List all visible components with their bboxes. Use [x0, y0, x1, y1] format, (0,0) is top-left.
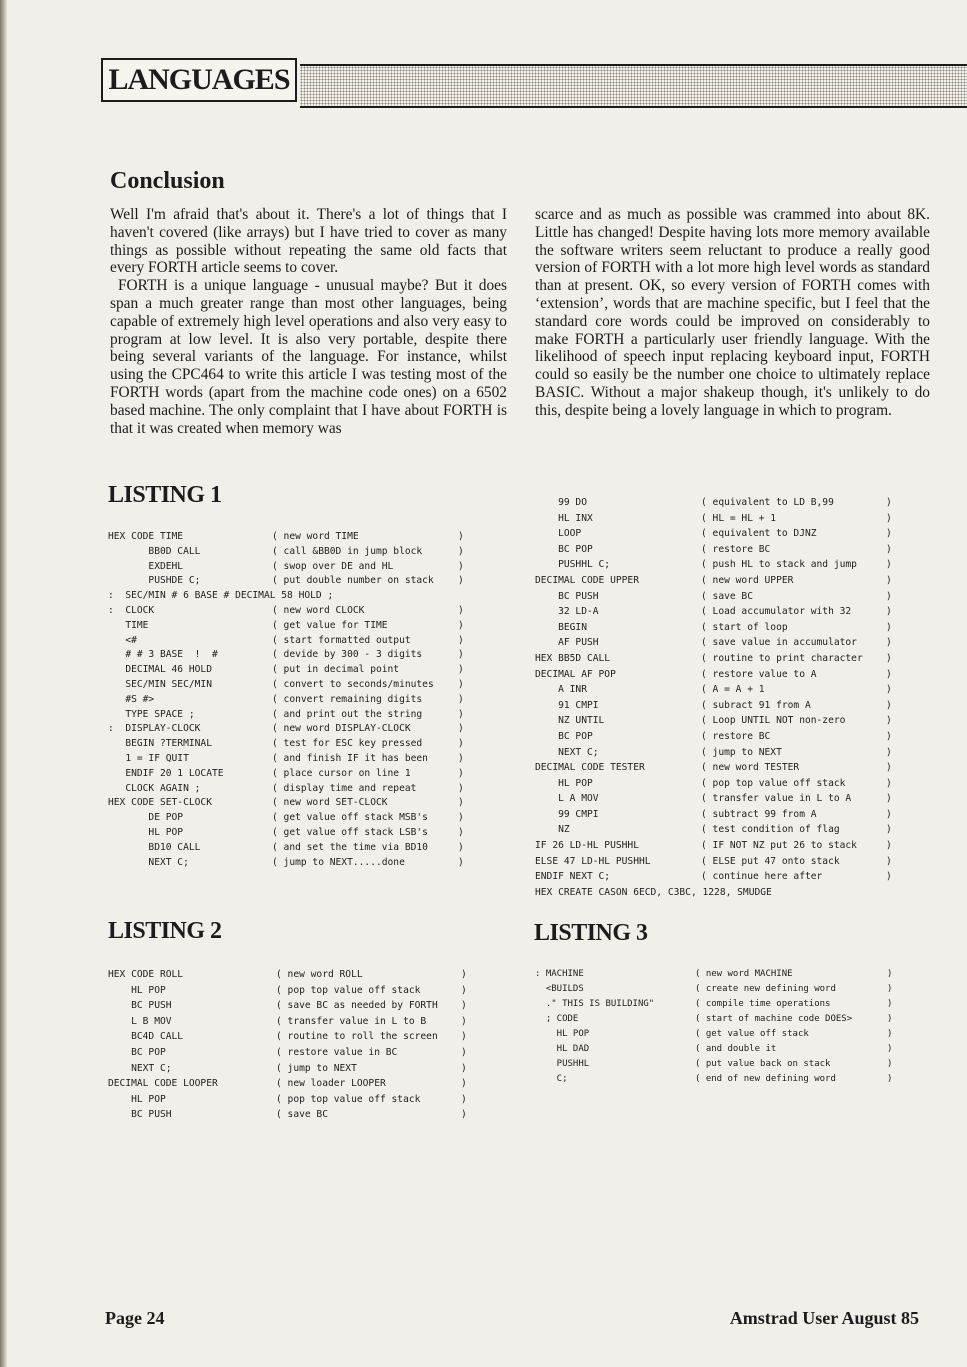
comment-close: ): [886, 512, 892, 524]
code-text: IF 26 LD-HL PUSHHL: [535, 840, 639, 852]
code-text: NZ: [535, 824, 570, 836]
code-comment: ( subtract 99 from A: [701, 808, 817, 820]
code-line: [108, 969, 478, 985]
code-line: [108, 797, 478, 812]
code-comment: ( new loader LOOPER: [276, 1078, 386, 1090]
code-text: SEC/MIN SEC/MIN: [108, 678, 212, 690]
comment-close: ): [886, 730, 892, 742]
code-line: [535, 1044, 905, 1059]
code-line: [535, 559, 935, 575]
comment-close: ): [458, 826, 464, 838]
page-spine-edge: [0, 0, 7, 1367]
code-line: [535, 984, 905, 999]
comment-close: ): [458, 708, 464, 720]
listing1-title: LISTING 1: [108, 482, 222, 508]
code-comment: ( new word TESTER: [701, 762, 800, 774]
code-comment: ( create new defining word: [695, 984, 836, 994]
code-comment: ( get value for TIME: [272, 619, 388, 631]
code-text: : DISPLAY-CLOCK: [108, 723, 201, 735]
code-line: [535, 762, 935, 778]
code-line: [535, 653, 935, 669]
comment-close: ): [886, 652, 892, 664]
code-text: PUSHDE C;: [108, 575, 201, 587]
comment-close: ): [458, 841, 464, 853]
page-number: Page 24: [105, 1308, 165, 1328]
code-comment: ( and finish IF it has been: [272, 752, 428, 764]
code-text: 91 CMPI: [535, 699, 599, 711]
code-line: [535, 606, 935, 622]
magazine-issue: Amstrad User August 85: [729, 1308, 919, 1328]
code-comment: ( new word TIME: [272, 531, 359, 542]
code-line: [108, 1109, 478, 1125]
comment-close: ): [886, 746, 892, 758]
code-comment: ( swop over DE and HL: [272, 560, 394, 572]
code-comment: ( and print out the string: [272, 708, 423, 720]
code-comment: ( continue here after: [701, 871, 823, 883]
code-comment: ( new word ROLL: [276, 969, 363, 980]
code-line: [108, 1063, 478, 1079]
code-line: [108, 635, 478, 650]
code-text: BC PUSH: [108, 1000, 172, 1012]
comment-close: ): [458, 560, 464, 572]
code-line: [535, 591, 935, 607]
code-line: [108, 590, 478, 605]
comment-close: ): [886, 762, 892, 774]
code-line: [108, 649, 478, 664]
code-comment: ( and double it: [695, 1044, 777, 1054]
code-text: BD10 CALL: [108, 841, 201, 853]
code-text: EXDEHL: [108, 560, 184, 572]
code-comment: ( pop top value off stack: [276, 984, 421, 996]
code-line: [535, 715, 935, 731]
comment-close: ): [886, 840, 892, 852]
code-text: BC PUSH: [108, 1109, 172, 1121]
comment-close: ): [461, 1015, 467, 1027]
comment-close: ): [458, 604, 464, 616]
paragraph: scarce and as much as possible was crammed into about 8K. Little has changed! Despite having lots more memory available the software writers seem reluctant to produce a really good version of FORTH with a lot more high level words as standard than at present. OK, so every version of FORTH comes with ‘extension’, words that are machine specific, but I feel that the standard core words could be improved on considerably to make FORTH a particularly user friendly language. With the likelihood of speech input replacing keyboard input, FORTH could so easily be the number one choice to ultimately replace BASIC. Without a major shakeup though, it's unlikely to do this, despite being a lovely language in which to program.: [535, 206, 930, 419]
code-comment: ( routine to roll the screen: [276, 1031, 438, 1043]
code-text: NZ UNTIL: [535, 715, 605, 727]
code-line: [535, 497, 935, 513]
code-comment: ( display time and repeat: [272, 782, 417, 794]
code-text: <#: [108, 634, 137, 646]
code-text: NEXT C;: [108, 1062, 172, 1074]
code-comment: ( get value off stack MSB's: [272, 812, 428, 824]
comment-close: ): [458, 738, 464, 750]
code-text: HEX CODE TIME: [108, 531, 184, 542]
code-line: [535, 871, 935, 887]
code-line: [108, 768, 478, 783]
code-comment: ( new word UPPER: [701, 574, 794, 586]
code-line: [535, 544, 935, 560]
code-line: [108, 664, 478, 679]
code-text: DECIMAL CODE UPPER: [535, 574, 639, 586]
header-halftone-bar: [300, 64, 967, 108]
code-comment: ( IF NOT NZ put 26 to stack: [701, 840, 857, 852]
code-line: [108, 723, 478, 738]
code-comment: ( ELSE put 47 onto stack: [701, 855, 840, 867]
conclusion-heading: Conclusion: [110, 168, 225, 194]
code-text: : SEC/MIN # 6 BASE # DECIMAL 58 HOLD ;: [108, 590, 334, 602]
comment-close: ): [887, 999, 893, 1009]
code-line: [535, 809, 935, 825]
comment-close: ): [886, 543, 892, 555]
code-line: [535, 969, 905, 984]
comment-close: ): [886, 621, 892, 633]
code-text: DECIMAL 46 HOLD: [108, 664, 212, 676]
code-line: [108, 1094, 478, 1110]
code-comment: ( push HL to stack and jump: [701, 559, 857, 571]
code-text: NEXT C;: [108, 856, 189, 868]
code-text: BC4D CALL: [108, 1031, 184, 1043]
article-column-left: [110, 206, 507, 437]
code-comment: ( pop top value off stack: [701, 777, 846, 789]
code-comment: ( equivalent to LD B,99: [701, 497, 834, 508]
code-comment: ( restore BC: [701, 730, 771, 742]
code-text: TIME: [108, 619, 149, 631]
code-line: [108, 531, 478, 546]
comment-close: ): [461, 1093, 467, 1105]
code-text: : CLOCK: [108, 604, 155, 616]
comment-close: ): [461, 1109, 467, 1121]
comment-close: ): [458, 619, 464, 631]
code-text: 1 = IF QUIT: [108, 752, 189, 764]
code-text: HEX BB5D CALL: [535, 652, 611, 664]
comment-close: ): [886, 777, 892, 789]
listing3-code: [535, 969, 905, 1089]
code-line: [535, 747, 935, 763]
comment-close: ): [887, 984, 893, 994]
comment-close: ): [886, 559, 892, 571]
code-line: [108, 620, 478, 635]
code-line: [535, 1014, 905, 1029]
code-line: [535, 856, 935, 872]
code-line: [108, 1078, 478, 1094]
code-text: BC PUSH: [535, 590, 599, 602]
code-text: HL DAD: [535, 1044, 590, 1054]
code-text: PUSHHL: [535, 1059, 590, 1069]
listing3-title: LISTING 3: [534, 920, 648, 946]
code-comment: ( save value in accumulator: [701, 637, 857, 649]
comment-close: ): [461, 1031, 467, 1043]
section-header: [101, 58, 297, 102]
comment-close: ): [886, 793, 892, 805]
comment-close: ): [461, 1046, 467, 1058]
code-text: ." THIS IS BUILDING": [535, 999, 655, 1009]
comment-close: ): [458, 856, 464, 868]
code-text: BC POP: [535, 543, 593, 555]
code-comment: ( convert to seconds/minutes: [272, 678, 434, 690]
code-comment: ( convert remaining digits: [272, 693, 423, 705]
article-column-right: [535, 206, 930, 420]
comment-close: ): [458, 664, 464, 676]
comment-close: ): [458, 575, 464, 587]
code-comment: ( transfer value in L to B: [276, 1015, 427, 1027]
code-comment: ( equivalent to DJNZ: [701, 528, 817, 540]
comment-close: ): [886, 574, 892, 586]
code-text: HL POP: [108, 1093, 166, 1105]
code-line: [108, 694, 478, 709]
paragraph: Well I'm afraid that's about it. There's a lot of things that I haven't covered (like arrays) but I have tried to cover as many things as possible without repeating the same old facts that every FORTH article seems to cover.: [110, 206, 507, 277]
comment-close: ): [887, 1029, 893, 1039]
code-text: # # 3 BASE ! #: [108, 649, 218, 661]
code-line: [535, 684, 935, 700]
code-comment: ( Loop UNTIL NOT non-zero: [701, 715, 846, 727]
code-text: CLOCK AGAIN ;: [108, 782, 201, 794]
comment-close: ): [461, 984, 467, 996]
code-text: HEX CODE SET-CLOCK: [108, 797, 212, 809]
code-comment: ( pop top value off stack: [276, 1093, 421, 1105]
code-comment: ( put in decimal point: [272, 664, 400, 676]
code-comment: ( save BC: [701, 590, 753, 602]
code-comment: ( save BC as needed by FORTH: [276, 1000, 438, 1012]
code-line: [108, 1016, 478, 1032]
comment-close: ): [886, 606, 892, 618]
code-text: AF PUSH: [535, 637, 599, 649]
code-line: [535, 513, 935, 529]
comment-close: ): [886, 637, 892, 649]
code-comment: ( start formatted output: [272, 634, 411, 646]
code-text: HL POP: [108, 826, 184, 838]
code-text: A INR: [535, 684, 587, 696]
comment-close: ): [461, 1062, 467, 1074]
code-line: [535, 528, 935, 544]
code-text: ELSE 47 LD-HL PUSHHL: [535, 855, 651, 867]
code-line: [535, 999, 905, 1014]
code-text: TYPE SPACE ;: [108, 708, 195, 720]
code-text: ENDIF 20 1 LOCATE: [108, 767, 224, 779]
code-comment: ( put double number on stack: [272, 575, 434, 587]
code-text: HL POP: [535, 777, 593, 789]
code-text: : MACHINE: [535, 969, 584, 979]
code-line: [108, 783, 478, 798]
comment-close: ): [887, 1014, 893, 1024]
code-text: 32 LD-A: [535, 606, 599, 618]
code-line: [108, 1031, 478, 1047]
code-comment: ( place cursor on line 1: [272, 767, 411, 779]
comment-close: ): [886, 699, 892, 711]
code-line: [108, 546, 478, 561]
code-line: [108, 812, 478, 827]
code-comment: ( end of new defining word: [695, 1074, 836, 1084]
code-line: [535, 840, 935, 856]
code-line: [535, 669, 935, 685]
code-text: BB0D CALL: [108, 545, 201, 557]
code-comment: ( Load accumulator with 32: [701, 606, 852, 618]
code-text: DE POP: [108, 812, 184, 824]
code-line: [535, 778, 935, 794]
comment-close: ): [886, 528, 892, 540]
code-comment: ( restore value in BC: [276, 1046, 398, 1058]
code-comment: ( restore BC: [701, 543, 771, 555]
code-line: [108, 561, 478, 576]
comment-close: ): [458, 752, 464, 764]
code-comment: ( test condition of flag: [701, 824, 840, 836]
code-line: [108, 1047, 478, 1063]
comment-close: ): [886, 668, 892, 680]
code-comment: ( HL = HL + 1: [701, 512, 777, 524]
comment-close: ): [886, 855, 892, 867]
code-text: L A MOV: [535, 793, 599, 805]
code-comment: ( new word MACHINE: [695, 969, 793, 979]
code-text: DECIMAL AF POP: [535, 668, 616, 680]
code-text: HEX CODE ROLL: [108, 969, 184, 980]
code-text: NEXT C;: [535, 746, 599, 758]
comment-close: ): [886, 715, 892, 727]
code-comment: ( call &BB0D in jump block: [272, 545, 423, 557]
comment-close: ): [461, 1078, 467, 1090]
code-comment: ( save BC: [276, 1109, 328, 1121]
code-text: BEGIN: [535, 621, 587, 633]
paragraph: FORTH is a unique language - unusual maybe? But it does span a much greater range than most other languages, being capable of extremely high level operations and also very easy to program at low level. It is also very portable, despite there being several variants of the language. For instance, whilst using the CPC464 to write this article I was testing most of the FORTH words (apart from the machine code ones) on a 6502 based machine. The only complaint that I have about FORTH is that it was created when memory was: [110, 277, 507, 437]
code-text: L B MOV: [108, 1015, 172, 1027]
code-text: DECIMAL CODE TESTER: [535, 762, 645, 774]
code-comment: ( and set the time via BD10: [272, 841, 428, 853]
comment-close: ): [886, 871, 892, 883]
code-text: <BUILDS: [535, 984, 584, 994]
comment-close: ): [458, 797, 464, 809]
code-comment: ( new word SET-CLOCK: [272, 797, 388, 809]
code-text: HL POP: [535, 1029, 590, 1039]
listing2-code: [108, 969, 478, 1125]
listing1-code: [108, 531, 478, 871]
code-comment: ( get value off stack LSB's: [272, 826, 428, 838]
section-title: LANGUAGES: [108, 63, 290, 96]
code-line: [535, 622, 935, 638]
comment-close: ): [886, 684, 892, 696]
code-comment: ( jump to NEXT: [701, 746, 782, 758]
code-comment: ( get value off stack: [695, 1029, 809, 1039]
code-text: 99 DO: [535, 497, 587, 508]
code-line: [108, 738, 478, 753]
code-line: [108, 679, 478, 694]
code-text: BEGIN ?TERMINAL: [108, 738, 212, 750]
code-text: C;: [535, 1074, 568, 1084]
code-comment: ( restore value to A: [701, 668, 817, 680]
comment-close: ): [458, 649, 464, 661]
code-text: ; CODE: [535, 1014, 579, 1024]
code-line: [535, 1059, 905, 1074]
comment-close: ): [886, 590, 892, 602]
code-text: PUSHHL C;: [535, 559, 611, 571]
code-text: ENDIF NEXT C;: [535, 871, 611, 883]
code-comment: ( new word DISPLAY-CLOCK: [272, 723, 411, 735]
comment-close: ): [887, 1074, 893, 1084]
listing1-code-continued: [535, 497, 935, 902]
code-text: DECIMAL CODE LOOPER: [108, 1078, 218, 1090]
comment-close: ): [458, 782, 464, 794]
code-text: BC POP: [535, 730, 593, 742]
code-line: [535, 1029, 905, 1044]
comment-close: ): [458, 531, 464, 542]
comment-close: ): [458, 812, 464, 824]
code-comment: ( routine to print character: [701, 652, 863, 664]
code-line: [108, 842, 478, 857]
comment-close: ): [458, 693, 464, 705]
comment-close: ): [461, 969, 467, 980]
code-line: [108, 605, 478, 620]
code-line: [108, 709, 478, 724]
code-line: [108, 827, 478, 842]
listing2-title: LISTING 2: [108, 918, 222, 944]
code-text: LOOP: [535, 528, 582, 540]
comment-close: ): [458, 767, 464, 779]
code-text: 99 CMPI: [535, 808, 599, 820]
code-line: [108, 1000, 478, 1016]
code-comment: ( subract 91 from A: [701, 699, 811, 711]
comment-close: ): [886, 824, 892, 836]
code-line: [108, 857, 478, 872]
code-text: BC POP: [108, 1046, 166, 1058]
code-line: [535, 793, 935, 809]
code-comment: ( start of loop: [701, 621, 788, 633]
code-line: [535, 731, 935, 747]
comment-close: ): [461, 1000, 467, 1012]
code-line: [535, 887, 935, 903]
code-comment: ( new word CLOCK: [272, 604, 365, 616]
code-comment: ( compile time operations: [695, 999, 831, 1009]
code-line: [108, 985, 478, 1001]
code-line: [535, 824, 935, 840]
code-line: [535, 700, 935, 716]
comment-close: ): [458, 678, 464, 690]
comment-close: ): [887, 1059, 893, 1069]
comment-close: ): [887, 1044, 893, 1054]
code-line: [535, 1074, 905, 1089]
code-line: [535, 637, 935, 653]
code-comment: ( jump to NEXT.....done: [272, 856, 405, 868]
code-text: HEX CREATE CASON 6ECD, C3BC, 1228, SMUDGE: [535, 886, 772, 898]
comment-close: ): [458, 634, 464, 646]
code-line: [535, 575, 935, 591]
code-text: HL INX: [535, 512, 593, 524]
comment-close: ): [886, 497, 892, 508]
code-line: [108, 753, 478, 768]
code-comment: ( A = A + 1: [701, 684, 765, 696]
code-text: HL POP: [108, 984, 166, 996]
code-text: #S #>: [108, 693, 155, 705]
code-line: [108, 575, 478, 590]
code-comment: ( start of machine code DOES>: [695, 1014, 853, 1024]
code-comment: ( transfer value in L to A: [701, 793, 852, 805]
code-comment: ( put value back on stack: [695, 1059, 831, 1069]
code-comment: ( test for ESC key pressed: [272, 738, 423, 750]
comment-close: ): [458, 723, 464, 735]
code-comment: ( devide by 300 - 3 digits: [272, 649, 423, 661]
code-comment: ( jump to NEXT: [276, 1062, 357, 1074]
comment-close: ): [886, 808, 892, 820]
comment-close: ): [887, 969, 893, 979]
comment-close: ): [458, 545, 464, 557]
